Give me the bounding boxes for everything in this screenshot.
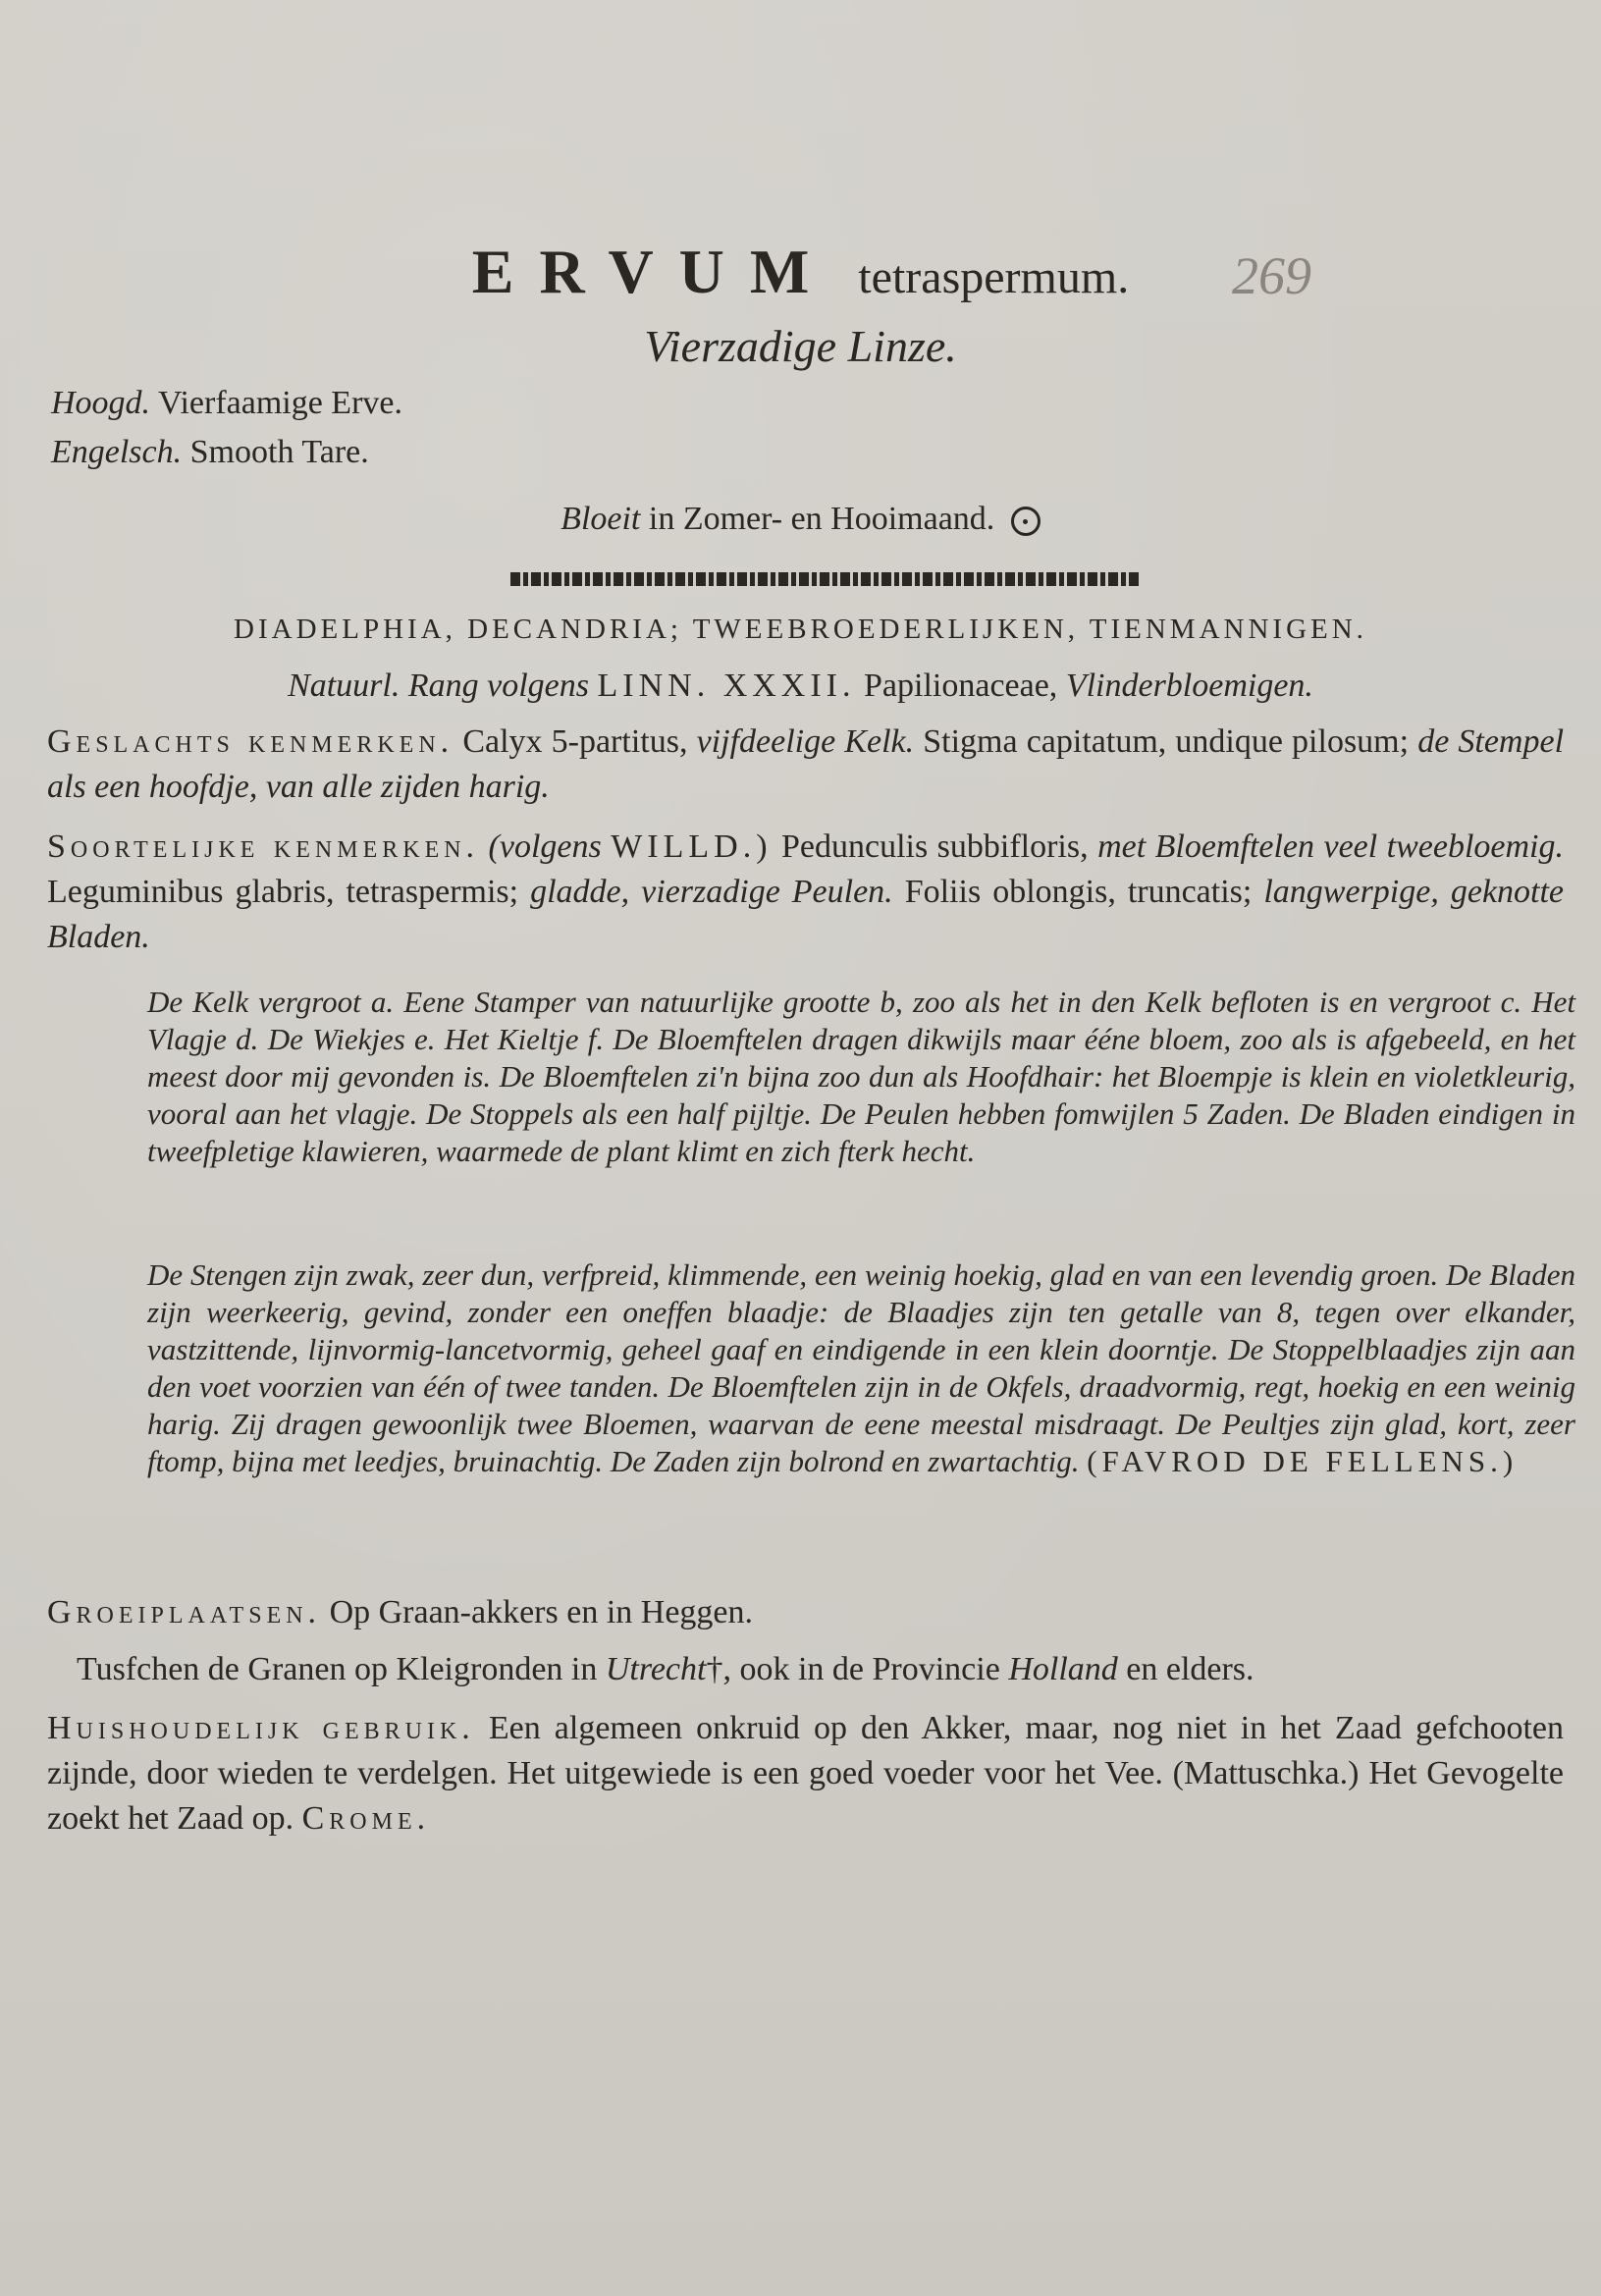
synonym-lang: Hoogd.	[51, 385, 151, 421]
latin-text: Calyx 5-partitus,	[462, 723, 688, 760]
huishoudelijk-text: Een algemeen onkruid op den Akker, maar, nog niet in het Zaad gefchooten zijnde, door wieden te verdelgen. Het uitgewiede is een goed voeder voor het Vee. (Mattuschka.) Het Gevogelte zoekt het Zaad op.	[47, 1710, 1564, 1837]
title-line	[0, 236, 1601, 308]
ornamental-divider	[510, 572, 1139, 586]
authority: WILLD.)	[611, 828, 773, 865]
bloeit-text: in Zomer- en Hooimaand.	[648, 501, 995, 537]
description-text: De Stengen zijn zwak, zeer dun, verfpreid, klimmende, een weinig hoekig, glad en van een levendig groen. De Bladen zijn weerkeerig, gevind, zonder een oneffen blaadje: de Blaadjes zijn ten getalle van 8, tegen over elkander, vastzittende, lijnvormig-lancetvormig, geheel gaaf en eindigende in een klein doorntje. De Stoppelblaadjes zijn aan den voet voorzien van één of twee tanden. De Bloemftelen zijn in de Okfels, draadvormig, regt, hoekig en een weinig harig. Zij dragen gewoonlijk twee Bloemen, waarvan de eene meestal misdraagt. De Peultjes zijn glad, kort, zeer ftomp, bijna met leedjes, bruinachtig. De Zaden zijn bolrond en zwartachtig.	[147, 1257, 1575, 1478]
genus-name: ERVUM	[471, 237, 835, 306]
synonym-hoogd	[51, 385, 402, 422]
classification: DIADELPHIA, DECANDRIA; TWEEBROEDERLIJKEN, TIENMANNIGEN.	[234, 614, 1367, 645]
species-name: tetraspermum.	[858, 251, 1130, 303]
synonym-name: Smooth Tare.	[189, 434, 369, 470]
groeiplaatsen-detail	[77, 1647, 1559, 1692]
dutch-text: met Bloemftelen veel tweebloemig.	[1097, 828, 1564, 865]
dutch-text: langwerpige, geknotte Bladen.	[47, 874, 1565, 955]
annual-symbol-icon	[1011, 507, 1041, 536]
locality-text: en elders.	[1126, 1651, 1254, 1687]
linn-rank: LINN. XXXII.	[597, 667, 856, 704]
description-plant	[147, 1256, 1575, 1480]
dutch-name: Vierzadige Linze.	[644, 321, 957, 371]
flowering-line	[0, 501, 1601, 538]
latin-text: Leguminibus glabris, tetraspermis;	[47, 874, 519, 910]
family-dutch: Vlinderbloemigen.	[1065, 667, 1313, 704]
locality-text: Tusfchen de Granen op Kleigronden in	[77, 1651, 598, 1687]
synonym-lang: Engelsch.	[51, 434, 183, 470]
dutch-text: vijfdeelige Kelk.	[696, 723, 915, 760]
dutch-text: gladde, vierzadige Peulen.	[530, 874, 893, 910]
latin-text: Stigma capitatum, undique pilosum;	[923, 723, 1410, 760]
section-heading: Soortelijke kenmerken.	[47, 828, 480, 865]
latin-text: Pedunculis subbifloris,	[780, 828, 1089, 865]
section-heading: Groeiplaatsen.	[47, 1594, 322, 1630]
locality-text: †, ook in de Provincie	[706, 1651, 1000, 1687]
synonym-name: Vierfaamige Erve.	[157, 385, 402, 421]
groeiplaatsen	[47, 1590, 1564, 1635]
latin-text: Foliis oblongis, truncatis;	[904, 874, 1253, 910]
dutch-text: de Stempel als een hoofdje, van alle zijden harig.	[47, 723, 1565, 805]
locality-holland: Holland	[1008, 1651, 1118, 1687]
natuurl-prefix: Natuurl. Rang volgens	[288, 667, 589, 704]
bloeit-label: Bloeit	[560, 501, 641, 537]
section-heading: Geslachts kenmerken.	[47, 723, 454, 760]
synonym-engelsch	[51, 434, 369, 471]
geslachts-kenmerken	[47, 720, 1564, 810]
description-credit: (FAVROD DE FELLENS.)	[1087, 1444, 1519, 1478]
description-figures: De Kelk vergroot a. Eene Stamper van natuurlijke grootte b, zoo als het in den Kelk befloten is en vergroot c. Het Vlagje d. De Wiekjes e. Het Kieltje f. De Bloemftelen dragen dikwijls maar ééne bloem, zoo als is afgebeeld, en het meest door mij gevonden is. De Bloemftelen zi'n bijna zoo dun als Hoofdhair: het Bloempje is klein en violetkleurig, vooral aan het vlagje. De Stoppels als een half pijltje. De Peulen hebben fomwijlen 5 Zaden. De Bladen eindigen in tweefpletige klawieren, waarmede de plant klimt en zich fterk hecht.	[147, 985, 1575, 1168]
family-latin: Papilionaceae,	[864, 667, 1058, 704]
section-heading: Huishoudelijk gebruik.	[47, 1710, 475, 1746]
groeiplaatsen-text: Op Graan-akkers en in Heggen.	[329, 1594, 754, 1630]
volgens-text: (volgens	[488, 828, 602, 865]
author-crome: Crome.	[301, 1800, 431, 1837]
page-number: 269	[1232, 246, 1311, 305]
huishoudelijk-gebruik	[47, 1706, 1564, 1842]
locality-utrecht: Utrecht	[605, 1651, 707, 1687]
natural-order	[0, 667, 1601, 705]
soortelijke-kenmerken	[47, 825, 1564, 960]
